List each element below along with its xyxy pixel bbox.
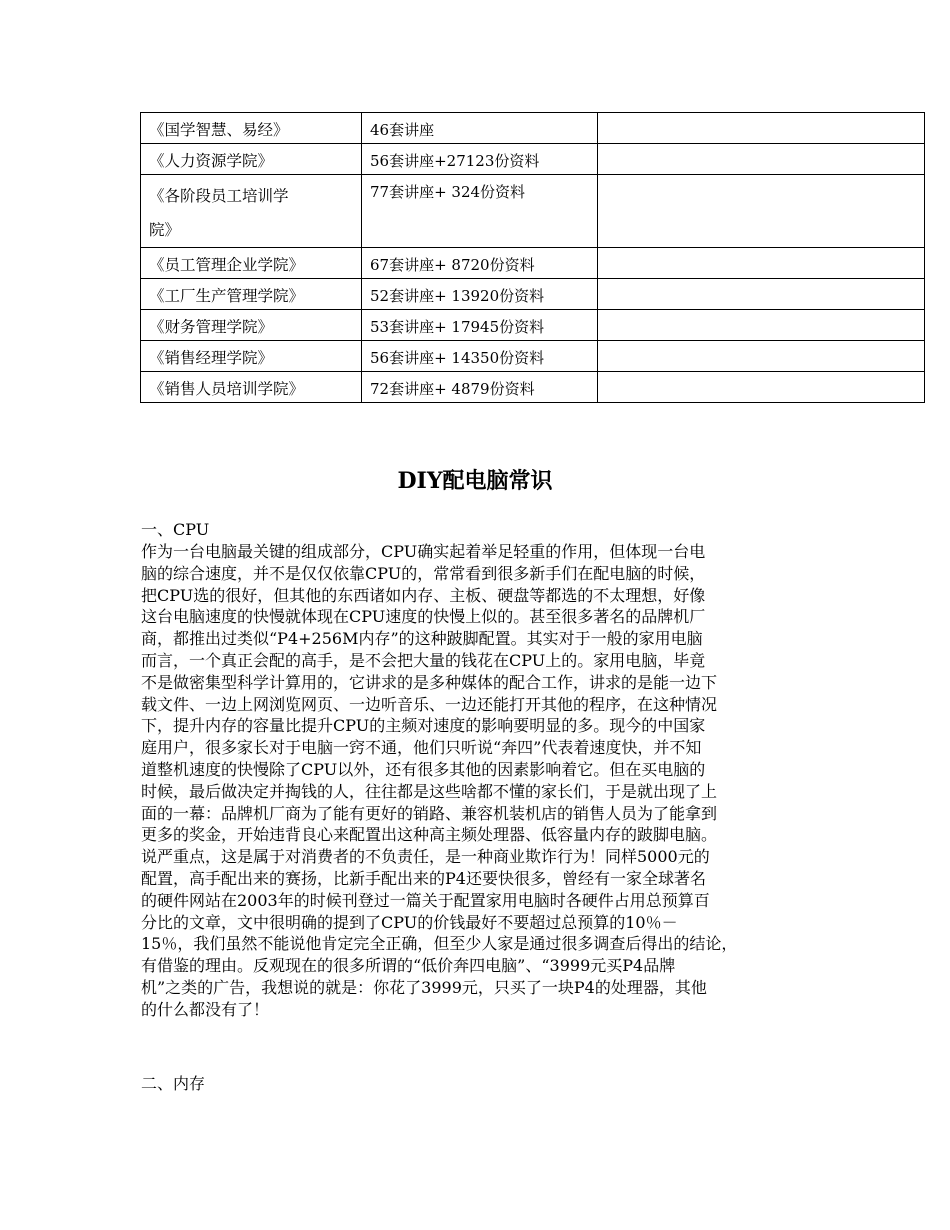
paragraph-line: 面的一幕：品牌机厂商为了能有更好的销路、兼容机装机店的销售人员为了能拿到 [141, 803, 718, 823]
paragraph-line: 庭用户，很多家长对于电脑一窍不通，他们只听说“奔四”代表着速度快，并不知 [141, 738, 702, 758]
table-row [141, 372, 925, 403]
paragraph-line: 下，提升内存的容量比提升CPU的主频对速度的影响要明显的多。现今的中国家 [141, 716, 706, 736]
course-name: 《财务管理学院》 [141, 310, 362, 341]
course-name: 《国学智慧、易经》 [141, 113, 362, 144]
course-name [141, 175, 362, 248]
course-name: 《销售经理学院》 [141, 341, 362, 372]
article-body [141, 541, 831, 1021]
course-content: 56套讲座+ 14350份资料 [362, 341, 598, 372]
section-heading-cpu: 一、CPU [141, 520, 210, 539]
article-title: DIY配电脑常识 [397, 468, 553, 494]
table-row [141, 310, 925, 341]
empty-cell [598, 279, 925, 310]
paragraph-line: 的什么都没有了！ [141, 999, 270, 1019]
paragraph-line: 而言，一个真正会配的高手，是不会把大量的钱花在CPU上的。家用电脑，毕竟 [141, 650, 706, 670]
paragraph-line: 道整机速度的快慢除了CPU以外，还有很多其他的因素影响着它。但在买电脑的 [141, 759, 706, 779]
empty-cell [598, 310, 925, 341]
course-name: 《销售人员培训学院》 [141, 372, 362, 403]
course-content: 72套讲座+ 4879份资料 [362, 372, 598, 403]
course-name-line1: 《各阶段员工培训学 [149, 187, 289, 205]
courses-table [140, 112, 925, 403]
course-content: 53套讲座+ 17945份资料 [362, 310, 598, 341]
course-content: 67套讲座+ 8720份资料 [362, 248, 598, 279]
empty-cell [598, 372, 925, 403]
table-row [141, 113, 925, 144]
course-name: 《人力资源学院》 [141, 144, 362, 175]
course-content: 52套讲座+ 13920份资料 [362, 279, 598, 310]
course-name-line2: 院》 [149, 221, 181, 239]
empty-cell [598, 341, 925, 372]
paragraph-line: 这台电脑速度的快慢就体现在CPU速度的快慢上似的。甚至很多著名的品牌机厂 [141, 607, 706, 627]
course-name: 《工厂生产管理学院》 [141, 279, 362, 310]
course-content: 46套讲座 [362, 113, 598, 144]
paragraph-line: 商，都推出过类似“P4+256M内存”的这种跛脚配置。其实对于一般的家用电脑 [141, 629, 703, 649]
table-row [141, 175, 925, 248]
paragraph-line: 更多的奖金，开始违背良心来配置出这种高主频处理器、低容量内存的跛脚电脑。 [141, 825, 718, 845]
course-content: 77套讲座+ 324份资料 [362, 175, 598, 248]
empty-cell [598, 144, 925, 175]
table-row [141, 248, 925, 279]
table-row [141, 279, 925, 310]
paragraph-line: 机”之类的广告，我想说的就是：你花了3999元，只买了一块P4的处理器，其他 [141, 977, 707, 997]
paragraph-line: 时候，最后做决定并掏钱的人，往往都是这些啥都不懂的家长们，于是就出现了上 [141, 781, 718, 801]
paragraph-line: 15％，我们虽然不能说他肯定完全正确，但至少人家是通过很多调查后得出的结论， [141, 934, 738, 954]
empty-cell [598, 248, 925, 279]
paragraph-line: 不是做密集型科学计算用的，它讲求的是多种媒体的配合工作，讲求的是能一边下 [141, 672, 718, 692]
paragraph-line: 分比的文章，文中很明确的提到了CPU的价钱最好不要超过总预算的10％－ [141, 912, 678, 932]
empty-cell [598, 175, 925, 248]
paragraph-line: 作为一台电脑最关键的组成部分，CPU确实起着举足轻重的作用，但体现一台电 [141, 542, 706, 561]
paragraph-line: 把CPU选的很好，但其他的东西诸如内存、主板、硬盘等都选的不太理想，好像 [141, 585, 706, 605]
paragraph-line: 配置，高手配出来的赛扬，比新手配出来的P4还要快很多，曾经有一家全球著名 [141, 868, 706, 888]
empty-cell [598, 113, 925, 144]
section-heading-memory: 二、内存 [141, 1074, 206, 1093]
paragraph-line: 载文件、一边上网浏览网页、一边听音乐、一边还能打开其他的程序，在这种情况 [141, 694, 718, 714]
course-name: 《员工管理企业学院》 [141, 248, 362, 279]
paragraph-line: 有借鉴的理由。反观现在的很多所谓的“低价奔四电脑”、“3999元买P4品牌 [141, 956, 676, 976]
paragraph-line: 的硬件网站在2003年的时候刊登过一篇关于配置家用电脑时各硬件占用总预算百 [141, 890, 710, 910]
paragraph-line: 脑的综合速度，并不是仅仅依靠CPU的，常常看到很多新手们在配电脑的时候， [141, 563, 706, 583]
table-row [141, 144, 925, 175]
course-content: 56套讲座+27123份资料 [362, 144, 598, 175]
table-row [141, 341, 925, 372]
paragraph-line: 说严重点，这是属于对消费者的不负责任，是一种商业欺诈行为！同样5000元的 [141, 847, 710, 867]
